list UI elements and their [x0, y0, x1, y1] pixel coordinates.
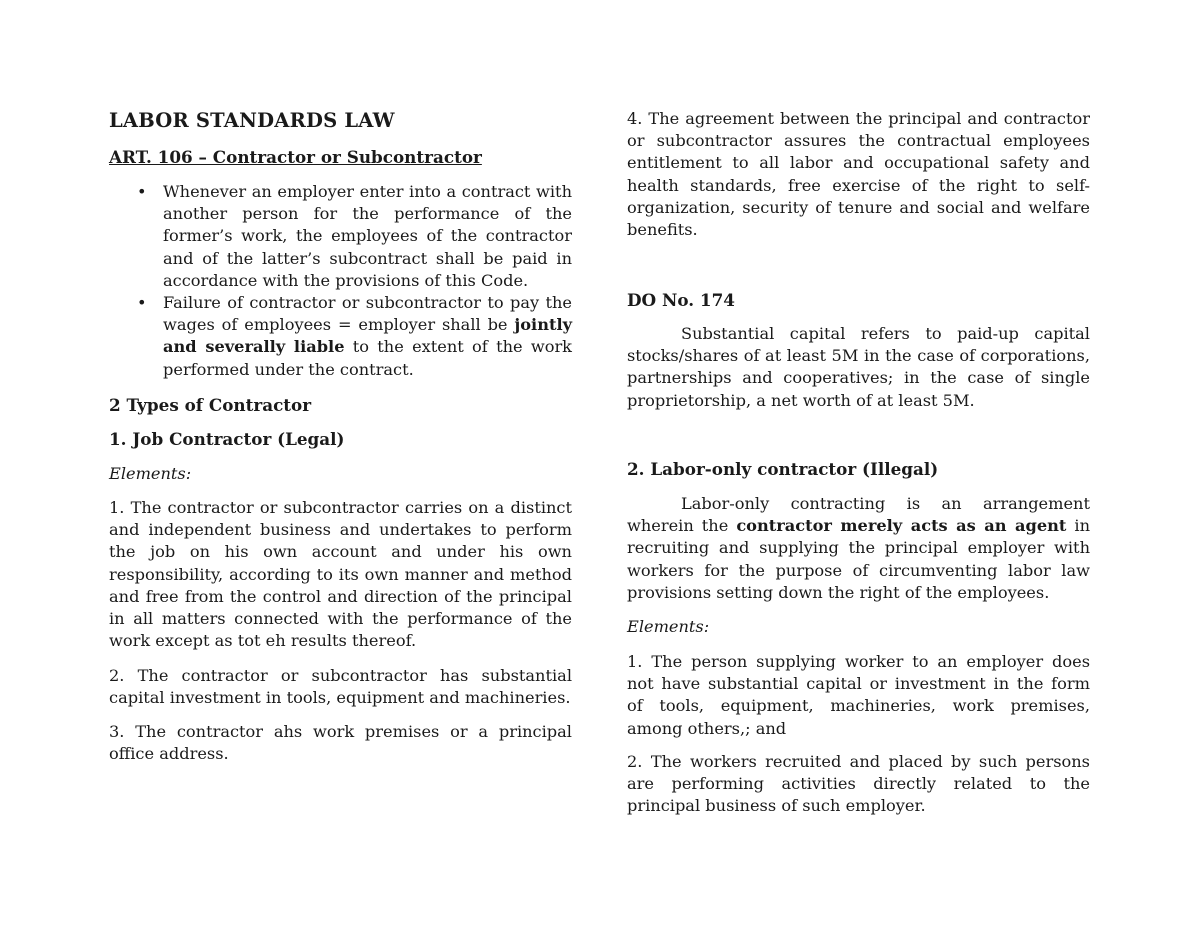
article-heading: ART. 106 – Contractor or Subcontractor	[109, 147, 482, 167]
department-order-heading: DO No. 174	[627, 290, 735, 310]
bullet-item: • Whenever an employer enter into a contract with another person for the performance of the former’s work, the employees of the contractor and of the latter’s subcontract shall be paid in accordance with the provisions of this Code.	[109, 181, 572, 292]
element-item: 3. The contractor ahs work premises or a principal office address.	[109, 722, 572, 764]
paragraph-text: Labor-only contracting is an arrangement wherein the	[627, 494, 1090, 536]
labor-only-paragraph	[627, 493, 1090, 604]
element-item: 1. The person supplying worker to an employer does not have substantial capital or investment in the form of tools, equipment, machineries, work premises, among others,; and	[627, 652, 1090, 738]
bullet-text: to the extent of the work performed under the contract.	[163, 337, 572, 379]
element-item: 2. The workers recruited and placed by such persons are performing activities directly related to the principal business of such employer.	[627, 752, 1090, 816]
paragraph-bold-text: contractor merely acts as an agent	[736, 516, 1067, 536]
bullet-item	[109, 292, 572, 381]
element-item: 1. The contractor or subcontractor carries on a distinct and independent business and undertakes to perform the job on his own account and under his own responsibility, according to its own manner and method and free from the control and direction of the principal in all matters connected with the performance of the work except as tot eh results thereof.	[109, 498, 572, 651]
elements-label: Elements:	[109, 464, 192, 483]
elements-label: Elements:	[627, 617, 710, 636]
article-bullet-list	[109, 181, 572, 381]
bullet-bold-text: jointly and severally liable	[163, 315, 572, 357]
job-contractor-heading: 1. Job Contractor (Legal)	[109, 429, 345, 449]
labor-only-heading: 2. Labor-only contractor (Illegal)	[627, 459, 939, 479]
substantial-capital-paragraph: Substantial capital refers to paid-up capital stocks/shares of at least 5M in the case of corporations, partnerships and cooperatives; in the case of single proprietorship, a net worth of at least 5M.	[627, 324, 1090, 410]
document-title: LABOR STANDARDS LAW	[109, 109, 395, 132]
bullet-text: Failure of contractor or subcontractor to pay the wages of employees = employer shall be	[163, 293, 572, 335]
element-item: 2. The contractor or subcontractor has substantial capital investment in tools, equipment and machineries.	[109, 666, 572, 708]
element-item: 4. The agreement between the principal and contractor or subcontractor assures the contractual employees entitlement to all labor and occupational safety and health standards, free exercise of the right to self-organization, security of tenure and social and welfare benefits.	[627, 109, 1090, 240]
paragraph-text: in recruiting and supplying the principal employer with workers for the purpose of circumventing labor law provisions setting down the right of the employees.	[627, 516, 1091, 602]
types-heading: 2 Types of Contractor	[109, 395, 312, 415]
